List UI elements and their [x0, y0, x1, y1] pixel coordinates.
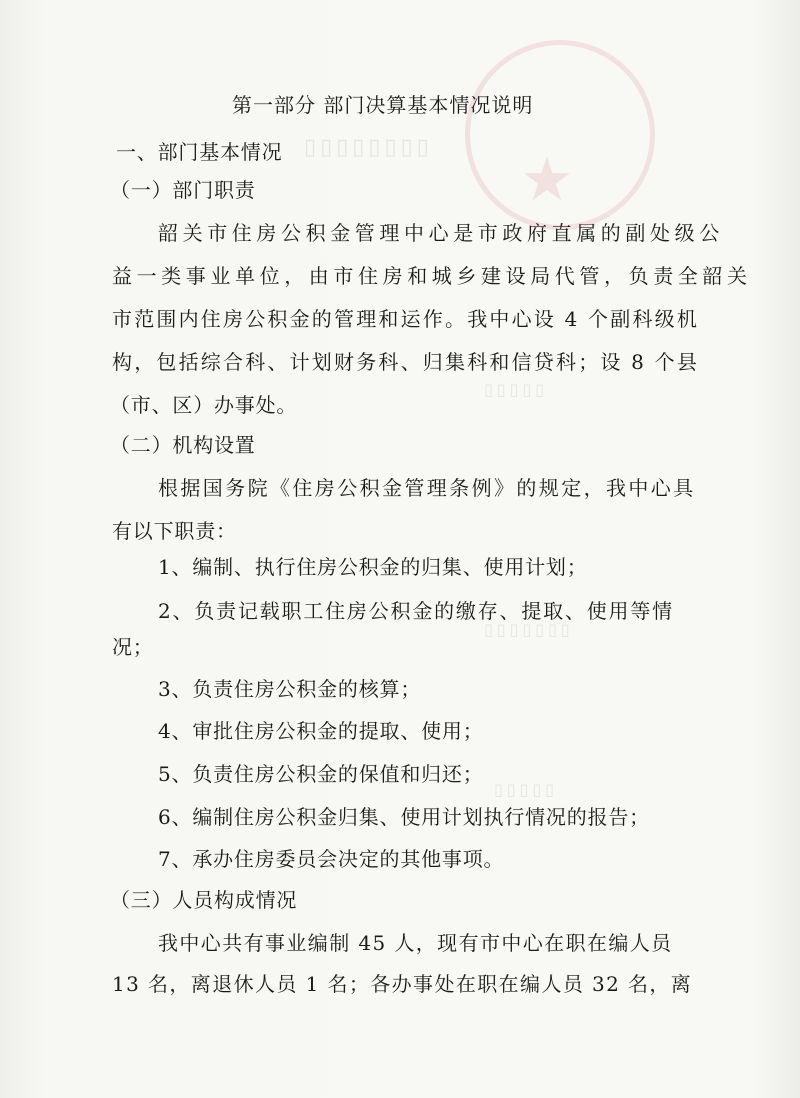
paragraph-line: 构，包括综合科、计划财务科、归集科和信贷科；设 8 个县 — [112, 350, 700, 374]
ghost-text-1: ▯▯▯▯▯▯▯▯ — [300, 135, 429, 160]
ghost-text-3: ▯▯▯▯▯▯▯ — [480, 620, 570, 639]
page-title: 第一部分 部门决算基本情况说明 — [232, 93, 534, 117]
subsection-heading-3: （三）人员构成情况 — [110, 888, 298, 912]
paragraph-line: 我中心共有事业编制 45 人，现有市中心在职在编人员 — [158, 931, 673, 955]
paragraph-line: 韶关市住房公积金管理中心是市政府直属的副处级公 — [158, 221, 724, 245]
paragraph-line: 根据国务院《住房公积金管理条例》的规定，我中心具 — [158, 476, 696, 500]
star-icon: ★ — [520, 145, 574, 215]
list-item: 6、编制住房公积金归集、使用计划执行情况的报告； — [158, 805, 650, 829]
subsection-heading-1: （一）部门职责 — [110, 178, 256, 202]
list-item: 3、负责住房公积金的核算； — [158, 677, 422, 701]
paragraph-line: （市、区）办事处。 — [110, 393, 298, 417]
ghost-text-2: ▯▯▯▯▯ — [480, 380, 545, 399]
paragraph-line: 益一类事业单位，由市住房和城乡建设局代管，负责全韶关 — [112, 264, 752, 288]
paragraph-line: 市范围内住房公积金的管理和运作。我中心设 4 个副科级机 — [112, 307, 700, 331]
subsection-heading-2: （二）机构设置 — [110, 433, 256, 457]
list-item: 5、负责住房公积金的保值和归还； — [158, 762, 484, 786]
ghost-text-4: ▯▯▯▯▯ — [490, 780, 555, 799]
list-item: 2、负责记载职工住房公积金的缴存、提取、使用等情 — [158, 599, 674, 623]
list-item-continuation: 况； — [112, 635, 154, 659]
section-heading-1: 一、部门基本情况 — [116, 140, 283, 164]
list-item: 4、审批住房公积金的提取、使用； — [158, 719, 484, 743]
paragraph-line: 有以下职责： — [112, 519, 237, 543]
list-item: 7、承办住房委员会决定的其他事项。 — [158, 847, 505, 871]
list-item: 1、编制、执行住房公积金的归集、使用计划； — [158, 555, 588, 579]
paragraph-line: 13 名，离退休人员 1 名；各办事处在职在编人员 32 名，离 — [112, 972, 693, 996]
